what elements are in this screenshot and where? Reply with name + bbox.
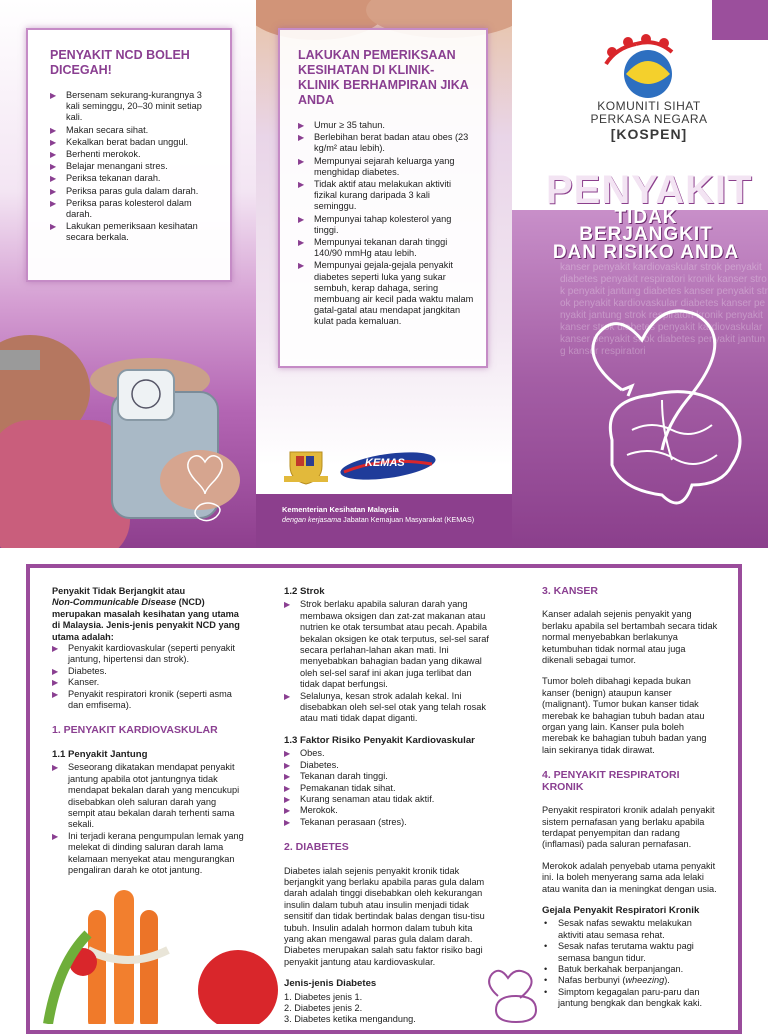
list-item: ▶ Diabetes. <box>52 666 244 677</box>
kospen-logo-text <box>574 100 724 142</box>
inside-column-1 <box>52 586 244 876</box>
cover-title-line2: TIDAK BERJANGKIT <box>579 206 713 246</box>
prevention-title: PENYAKIT NCD BOLEH DICEGAH! <box>50 48 190 77</box>
section-kardiovaskular-heading: 1. PENYAKIT KARDIOVASKULAR <box>52 724 218 737</box>
footer-bar <box>256 494 512 548</box>
intro-rest: (NCD) merupakan masalah kesihatan yang utama di Malaysia. Jenis-jenis penyakit NCD yang utama adalah: <box>52 597 240 642</box>
list-item: • Sesak nafas terutama waktu pagi semasa bangun tidur. <box>542 941 718 964</box>
respiratori-paragraph-1: Penyakit respiratori kronik adalah penyakit sistem pernafasan yang berlaku apabila terdapat penyempitan dan radang (inflamasi) pada saluran pernafasan. <box>542 805 715 850</box>
section-respiratori-heading: 4. PENYAKIT RESPIRATORI KRONIK <box>542 769 680 793</box>
blood-pressure-photo <box>0 330 256 548</box>
faktor-list <box>284 748 492 828</box>
list-item: ▶ Kanser. <box>52 677 244 688</box>
gejala-wheezing-prefix: Nafas berbunyi ( <box>558 975 626 986</box>
list-item: ▶ Strok berlaku apabila saluran darah yang membawa oksigen dan zat-zat makanan atau nutrien ke otak tersumbat atau pecah. Apabila bekalan oksigen ke otak terputus, sel-sel saraf secara perlahan-lahan akan mati. Ini menyebabkan bahagian badan yang dikawal oleh sel-sel saraf ini akan juga terlibat dan tidak dapat berfungsi. <box>284 599 492 690</box>
diabetes-paragraph: Diabetes ialah sejenis penyakit kronik tidak berjangkit yang berlaku apabila paras gula dalam darah adalah tinggi disebabkan oleh kekurangan insulin dalam tubuh atau insulin menjadi tidak sensitif dan tidak bertindak balas dengan tisu-tisu tubuh. Insulin adalah hormon dalam tubuh kita yang akan mengawal paras gula dalam darah. Diabetes merupakan salah satu faktor risiko bagi penyakit jantung atau kardiovaskular. <box>284 865 485 967</box>
vegetables-photo <box>28 880 278 1024</box>
subsection-jenis-heading: Jenis-jenis Diabetes <box>284 978 377 990</box>
respiratori-paragraph-2: Merokok adalah penyebab utama penyakit ini. Ia boleh menyerang sama ada lelaki atau wanita dan ia meningkat dengan usia. <box>542 860 717 894</box>
list-item: ▶ Bersenam sekurang-kurangnya 3 kali seminggu, 20–30 minit setiap kali. <box>50 90 216 124</box>
kanser-paragraph-2: Tumor boleh dibahagi kepada bukan kanser (benign) ataupun kanser (malignant). Tumor bukan kanser tidak merebak ke bahagian tubuh badan atau organ yang lain. Kanser pula boleh merebak ke bahagian tubuh badan yang lain sekiranya tidak dirawat. <box>542 676 707 755</box>
list-item: ▶ Mempunyai tekanan darah tinggi 140/90 mmHg atau lebih. <box>298 237 474 259</box>
cover-title <box>546 168 753 263</box>
list-item: ▶ Penyakit respiratori kronik (seperti asma dan emfisema). <box>52 689 244 712</box>
strok-list <box>284 599 492 724</box>
footer-ministry: Kementerian Kesihatan Malaysia <box>282 505 399 514</box>
intro-text <box>52 586 244 643</box>
list-item: ▶ Mempunyai sejarah keluarga yang menghidap diabetes. <box>298 156 474 178</box>
inside-column-2 <box>284 586 492 1026</box>
list-item: ▶ Makan secara sihat. <box>50 125 216 136</box>
list-item: ▶ Tekanan darah tinggi. <box>284 771 492 782</box>
list-item: ▶ Periksa paras gula dalam darah. <box>50 186 216 197</box>
gejala-list <box>542 918 718 1009</box>
list-item: ▶ Kekalkan berat badan unggul. <box>50 137 216 148</box>
panel-prevention <box>0 0 256 548</box>
intro-line1: Penyakit Tidak Berjangkit atau <box>52 586 186 596</box>
list-item: ▶ Belajar menangani stres. <box>50 161 216 172</box>
list-item: ▶ Merokok. <box>284 805 492 816</box>
intro-ncd-term: Non-Communicable Disease <box>52 597 177 608</box>
cover-title-line1: PENYAKIT <box>546 168 753 212</box>
list-item <box>542 975 718 986</box>
list-item: ▶ Pemakanan tidak sihat. <box>284 783 492 794</box>
subsection-strok-heading: 1.2 Strok <box>284 586 325 597</box>
subsection-faktor-heading: 1.3 Faktor Risiko Penyakit Kardiovaskular <box>284 734 475 746</box>
cover-top-strip <box>712 0 768 40</box>
jantung-list <box>52 762 244 876</box>
list-item: ▶ Penyakit kardiovaskular (seperti penyakit jantung, hipertensi dan strok). <box>52 643 244 666</box>
inside-column-3 <box>542 586 718 1010</box>
list-item: ▶ Seseorang dikatakan mendapat penyakit jantung apabila otot jantungnya tidak mendapat bekalan darah yang mencukupi disebabkan oleh saluran darah yang sempit atau bekalan darah terhenti sama sekali. <box>52 762 244 830</box>
list-item: ▶ Kurang senaman atau tidak aktif. <box>284 794 492 805</box>
footer-partner-name: Jabatan Kemajuan Masyarakat (KEMAS) <box>343 515 475 524</box>
checkup-title: LAKUKAN PEMERIKSAAN KESIHATAN DI KLINIK-KLINIK BERHAMPIRAN JIKA ANDA <box>298 48 469 107</box>
logo-line3: [KOSPEN] <box>610 126 688 142</box>
jenis-list <box>284 992 492 1026</box>
subsection-jantung-heading: 1.1 Penyakit Jantung <box>52 748 148 760</box>
list-item: ▶ Periksa paras kolesterol dalam darah. <box>50 198 216 220</box>
footer-partner-italic: dengan kerjasama <box>282 515 342 524</box>
list-item: 2. Diabetes jenis 2. <box>284 1003 363 1013</box>
kanser-paragraph-1: Kanser adalah sejenis penyakit yang berlaku apabila sel bertambah secara tidak normal menyebabkan berlakunya ketumbuhan tidak normal atau juga dikenali sebagai tumor. <box>542 609 718 666</box>
list-item: • Simptom kegagalan paru-paru dan jantung bengkak dan bengkak kaki. <box>542 987 718 1010</box>
logo-row <box>280 446 480 486</box>
kemas-logo-text: KEMAS <box>365 457 405 469</box>
logo-line1: KOMUNITI SIHAT <box>597 99 701 113</box>
intro-list <box>52 643 244 711</box>
cover-wordcloud: kanser penyakit kardiovaskular strok penyakit diabetes penyakit respiratori kronik kanser strok penyakit jantung diabetes kanser penyakit strok penyakit kardiovaskular diabetes kanser penyakit jantung strok respiratori kronik penyakit kanser strok diabetes penyakit kardiovaskular kanser penyakit strok diabetes penyakit jantung kanser respiratori <box>560 262 768 357</box>
footer-partner <box>282 515 500 525</box>
cover-title-line3: DAN RISIKO ANDA <box>552 241 740 263</box>
heart-brain-icon <box>552 290 752 540</box>
prevention-card <box>26 28 232 282</box>
list-item: ▶ Periksa tekanan darah. <box>50 173 216 184</box>
list-item: ▶ Diabetes. <box>284 760 492 771</box>
checkup-card <box>278 28 488 368</box>
list-item: ▶ Obes. <box>284 748 492 759</box>
list-item: ▶ Berlebihan berat badan atau obes (23 kg/m² atau lebih). <box>298 132 474 154</box>
gejala-wheezing-term: wheezing <box>625 975 665 986</box>
list-item: • Batuk berkahak berpanjangan. <box>542 964 718 975</box>
prevention-list <box>50 90 216 244</box>
list-item: 1. Diabetes jenis 1. <box>284 991 363 1002</box>
section-diabetes-heading: 2. DIABETES <box>284 841 349 854</box>
list-item: ▶ Ini terjadi kerana pengumpulan lemak yang melekat di dinding saluran darah lama kelamaan menyekat atau mengurangkan pengaliran darah ke otot jantung. <box>52 831 244 877</box>
logo-line2: PERKASA NEGARA <box>590 112 708 126</box>
list-item: • Sesak nafas sewaktu melakukan aktiviti atau semasa rehat. <box>542 918 718 941</box>
checkup-list <box>298 120 474 328</box>
kospen-logo-icon <box>596 34 686 104</box>
list-item: ▶ Selalunya, kesan strok adalah kekal. Ini disebabkan oleh sel-sel otak yang telah rosak atau mati tidak dapat diganti. <box>284 691 492 725</box>
list-item: ▶ Berhenti merokok. <box>50 149 216 160</box>
list-item: 3. Diabetes ketika mengandung. <box>284 1014 416 1025</box>
list-item: ▶ Tidak aktif atau melakukan aktiviti fizikal kurang daripada 3 kali seminggu. <box>298 179 474 213</box>
list-item: ▶ Mempunyai tahap kolesterol yang tinggi. <box>298 214 474 236</box>
list-item: ▶ Tekanan perasaan (stres). <box>284 817 492 828</box>
small-heart-brain-icon <box>478 966 548 1026</box>
list-item: ▶ Mempunyai gejala-gejala penyakit diabetes seperti luka yang sukar sembuh, kerap dahaga, sering membuang air kecil pada waktu malam gatal-gatal atau mendapat jangkitan kulat pada kemaluan. <box>298 260 474 327</box>
section-kanser-heading: 3. KANSER <box>542 585 599 597</box>
gejala-wheezing-suffix: ). <box>664 975 670 986</box>
list-item: ▶ Umur ≥ 35 tahun. <box>298 120 474 131</box>
list-item: ▶ Lakukan pemeriksaan kesihatan secara berkala. <box>50 221 216 243</box>
subsection-gejala-heading: Gejala Penyakit Respiratori Kronik <box>542 904 700 916</box>
